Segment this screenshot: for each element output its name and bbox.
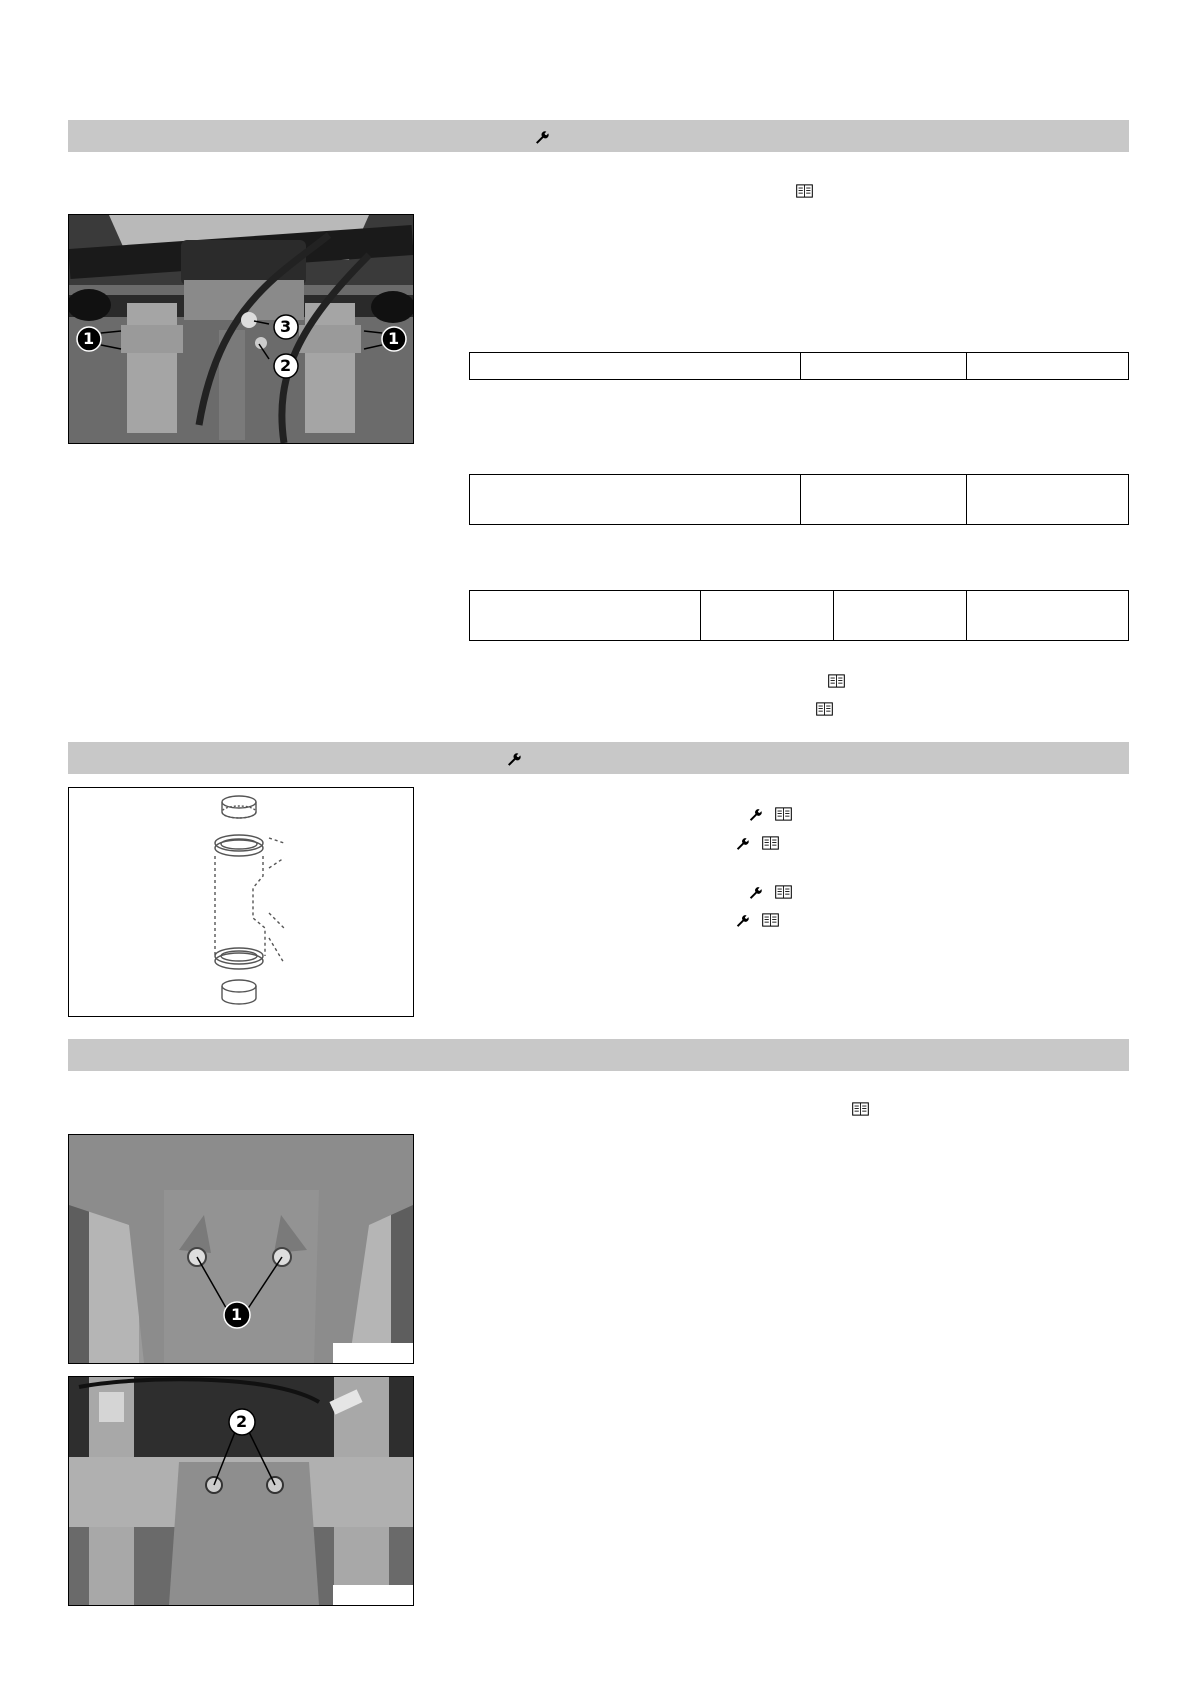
spec-table-3-cell [967,591,1129,641]
figure-steering-bearings [68,787,414,1017]
spec-table-3-cell [470,591,701,641]
figure-callouts [69,215,413,443]
figure-id-label [333,1585,413,1605]
manual-reference-icon[interactable] [816,702,833,716]
spec-table-1 [469,352,1129,380]
section-header-bar-1 [68,120,1129,152]
callout-3: 3 [280,317,292,336]
headlight-mask-photo [69,1135,413,1363]
wrench-icon [506,751,522,767]
callout-2: 2 [236,1412,248,1431]
callout-2: 2 [280,356,292,375]
wrench-icon [534,129,550,145]
spec-table-2-cell [470,475,801,525]
wrench-icon [748,807,763,822]
callout-1: 1 [231,1305,243,1324]
spec-table-2-cell [801,475,967,525]
spec-table-1-cell [801,353,967,380]
figure-handlebar-top [68,214,414,444]
callout-1-right: 1 [388,329,400,348]
spec-table-2-cell [967,475,1129,525]
manual-reference-icon[interactable] [775,885,792,899]
bearing-diagram [69,788,413,1016]
wrench-icon [735,836,750,851]
spec-table-1-cell [470,353,801,380]
manual-reference-icon[interactable] [852,1102,869,1116]
spec-table-2 [469,474,1129,525]
manual-reference-icon[interactable] [828,674,845,688]
section-header-bar-3 [68,1039,1129,1071]
spec-table-1-cell [967,353,1129,380]
wrench-icon [735,913,750,928]
figure-id-label [333,1343,413,1363]
spec-table-3-cell [701,591,834,641]
figure-mask-holder-screws [68,1376,414,1606]
figure-headlight-mask-screws [68,1134,414,1364]
manual-reference-icon[interactable] [762,913,779,927]
spec-table-3 [469,590,1129,641]
manual-reference-icon[interactable] [762,836,779,850]
spec-table-3-cell [834,591,967,641]
manual-reference-icon[interactable] [796,184,813,198]
section-header-bar-2 [68,742,1129,774]
callout-1-left: 1 [83,329,95,348]
wrench-icon [748,885,763,900]
manual-reference-icon[interactable] [775,807,792,821]
